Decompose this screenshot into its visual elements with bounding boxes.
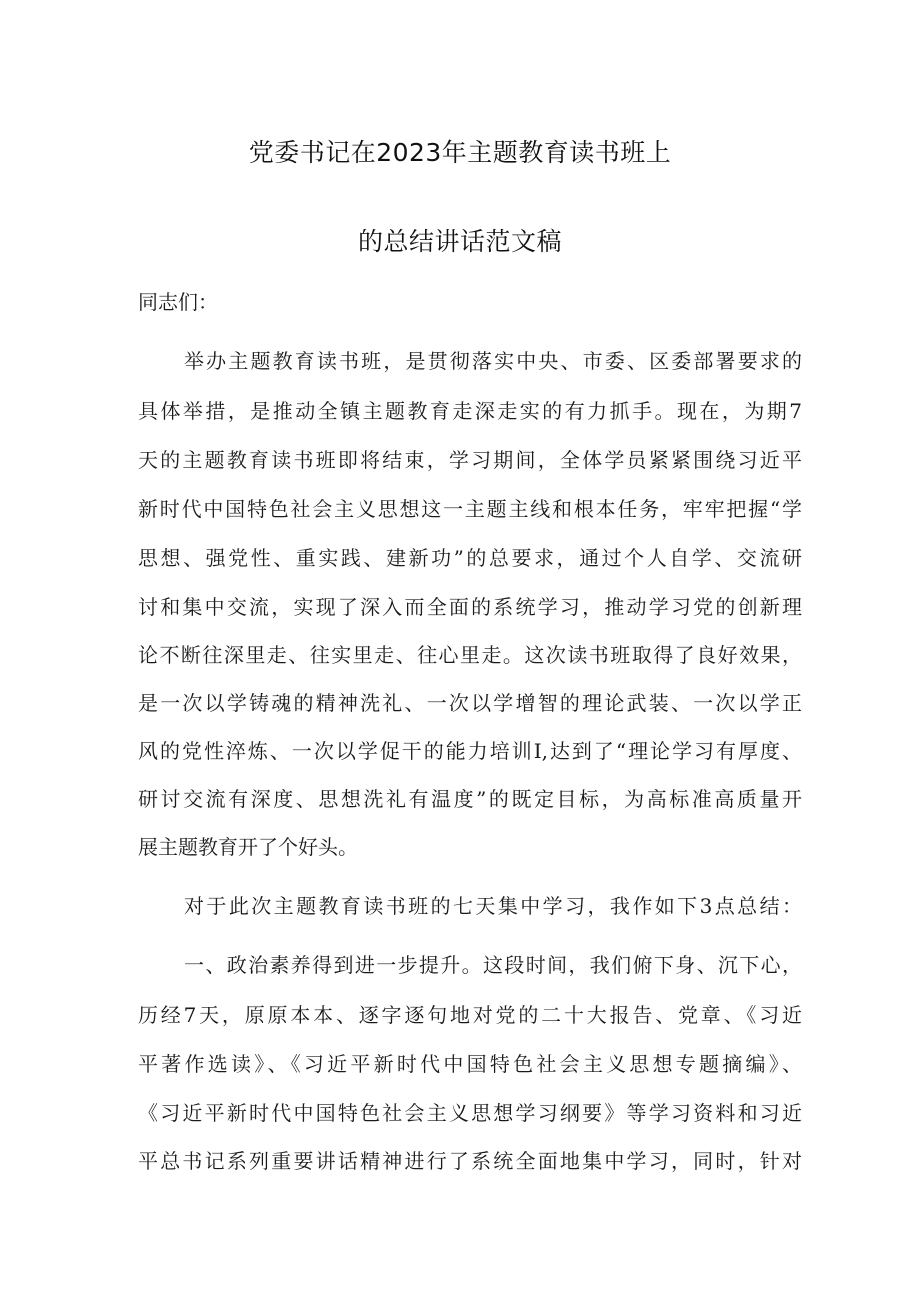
document-title-line-1: 党委书记在2023年主题教育读书班上: [248, 138, 672, 167]
paragraph-line: 具体举措，是推动全镇主题教育走深走实的有力抓手。现在，为期7: [138, 399, 802, 423]
paragraph-line: 平总书记系列重要讲话精神进行了系统全面地集中学习，同时，针对: [138, 1149, 802, 1173]
document-title-line-2: 的总结讲话范文稿: [357, 227, 562, 256]
paragraph-line: 一、政治素养得到进一步提升。这段时间，我们俯下身、沉下心，: [184, 953, 802, 977]
paragraph-line: 平著作选读》、《习近平新时代中国特色社会主义思想专题摘编》、: [138, 1052, 802, 1076]
paragraph-line: 展主题教育开了个好头。: [138, 835, 358, 859]
paragraph-line: 研讨交流有深度、思想洗礼有温度”的既定目标，为高标准高质量开: [138, 787, 802, 811]
salutation: 同志们：: [138, 290, 218, 314]
paragraph-line: 对于此次主题教育读书班的七天集中学习，我作如下3点总结：: [184, 894, 802, 918]
paragraph-line: 思想、强党性、重实践、建新功”的总要求，通过个人自学、交流研: [138, 546, 802, 570]
paragraph-line: 《习近平新时代中国特色社会主义思想学习纲要》等学习资料和习近: [138, 1101, 802, 1125]
paragraph-line: 风的党性淬炼、一次以学促干的能力培训I,达到了“理论学习有厚度、: [138, 739, 802, 763]
paragraph-line: 天的主题教育读书班即将结束，学习期间，全体学员紧紧围绕习近平: [138, 448, 802, 472]
paragraph-line: 讨和集中交流，实现了深入而全面的系统学习，推动学习党的创新理: [138, 595, 802, 619]
paragraph-line: 举办主题教育读书班，是贯彻落实中央、市委、区委部署要求的: [184, 349, 802, 373]
paragraph-line: 历经7天，原原本本、逐字逐句地对党的二十大报告、党章、《习近: [138, 1003, 802, 1027]
paragraph-line: 新时代中国特色社会主义思想这一主题主线和根本任务，牢牢把握“学: [138, 497, 802, 521]
paragraph-line: 是一次以学铸魂的精神洗礼、一次以学增智的理论武装、一次以学正: [138, 691, 802, 715]
paragraph-line: 论不断往深里走、往实里走、往心里走。这次读书班取得了良好效果，: [138, 643, 802, 667]
